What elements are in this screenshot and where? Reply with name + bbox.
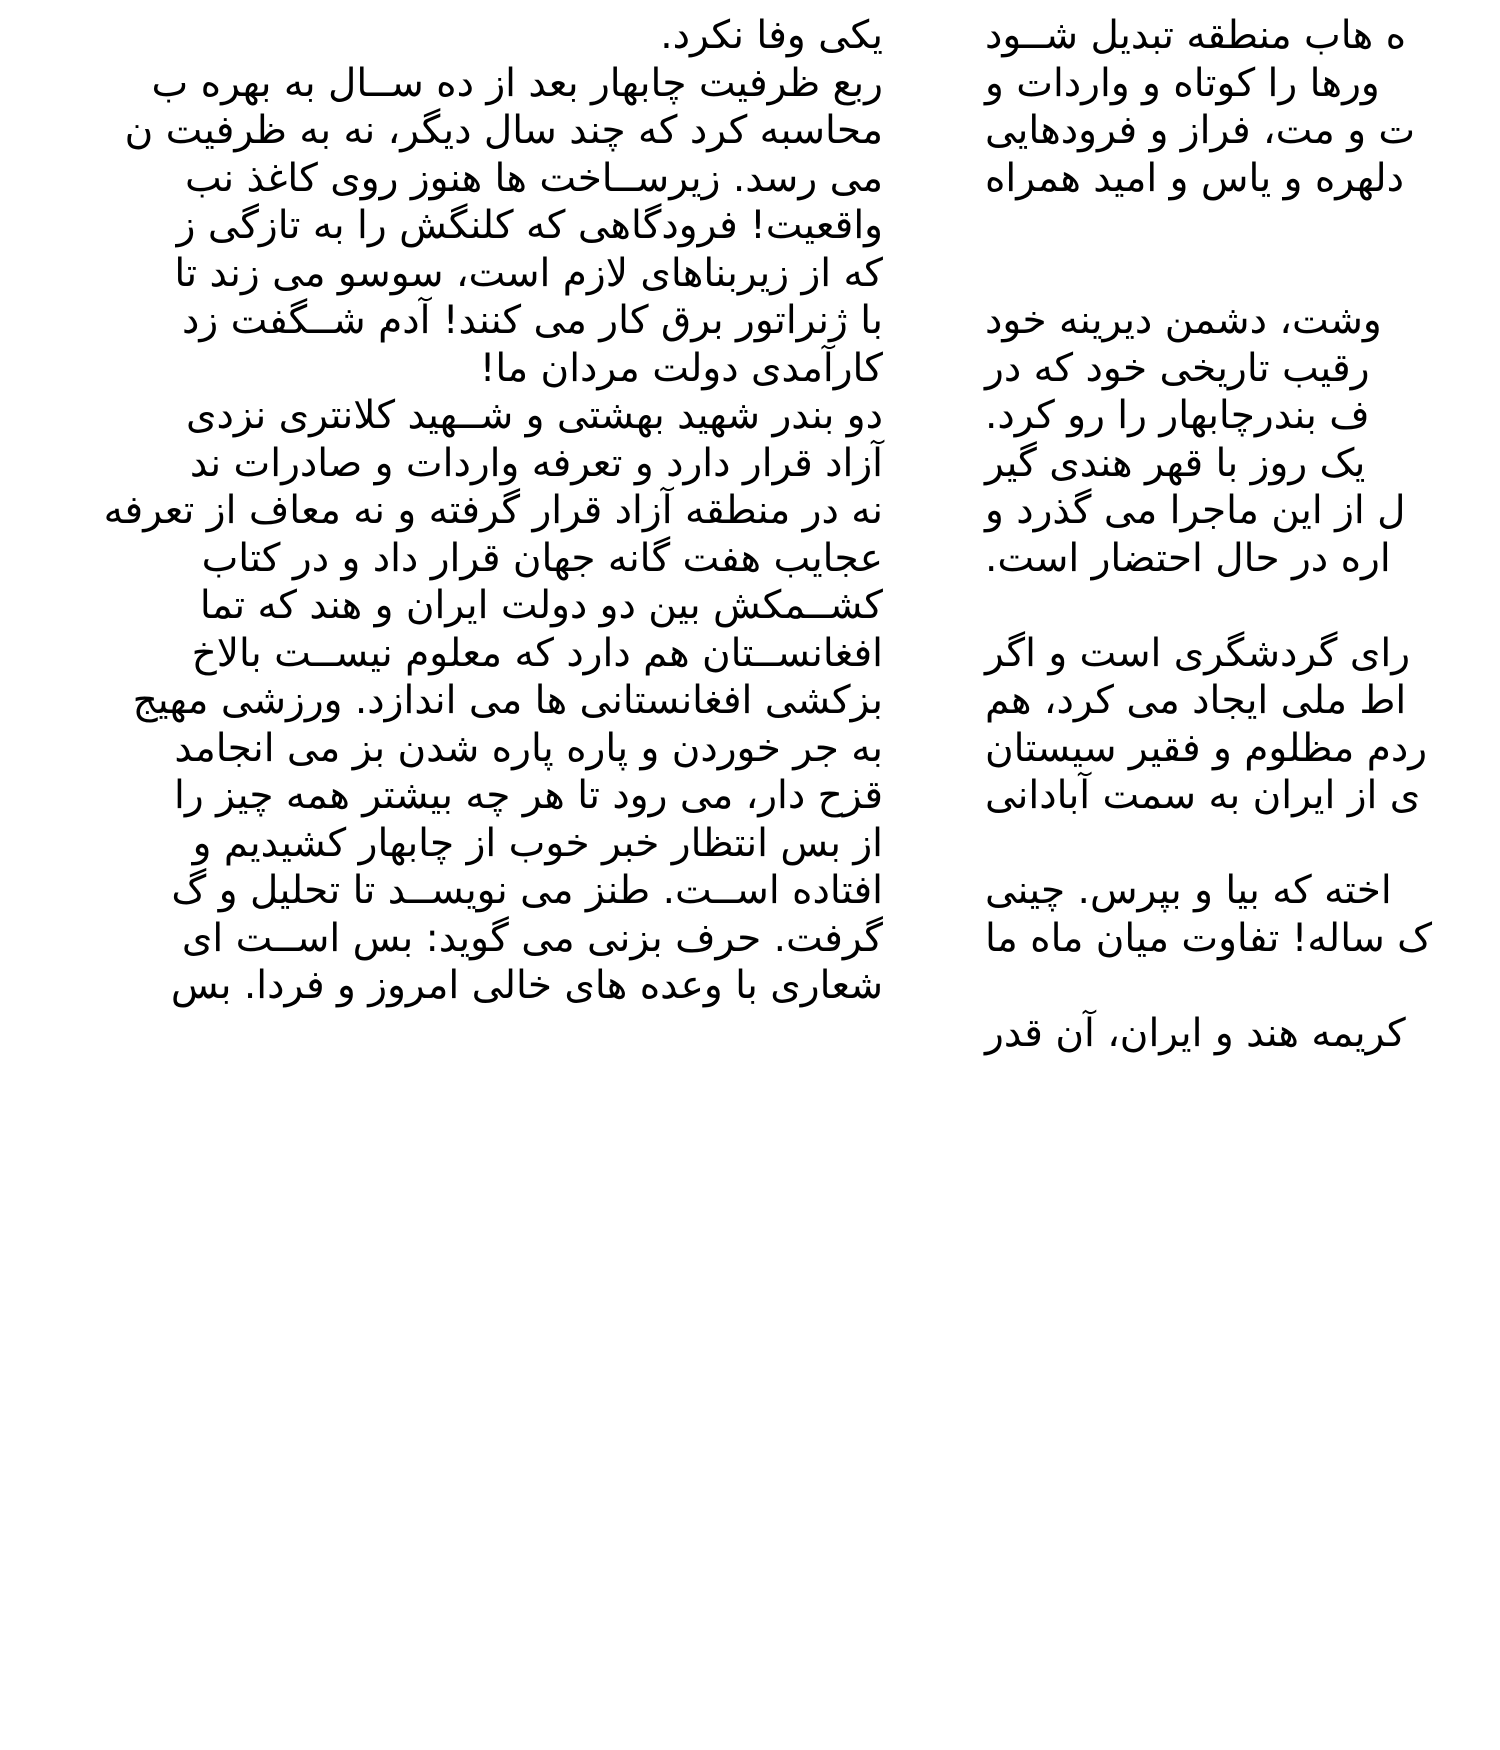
text-line: از بس انتظار خبر خوب از چابهار کشیدیم و (192, 820, 883, 866)
text-line: ف بندرچابهار را رو کرد. (985, 393, 1370, 438)
text-line: یکی وفا نکرد. (660, 13, 883, 58)
text-line: ربع ظرفیت چابهار بعد از ده ســال به بهره ب (151, 60, 883, 106)
text-line: بزکشی افغانستانی ها می اندازد. ورزشی مهیج (132, 678, 883, 723)
text-line: وشت، دشمن دیرینه خود (985, 298, 1382, 343)
text-line: کشــمکش بین دو دولت ایران و هند که تما (199, 583, 883, 628)
text-line: یک روز با قهر هندی گیر (985, 440, 1366, 486)
text-line: ک ساله! تفاوت میان ماه ما (985, 915, 1433, 961)
text-line: آزاد قرار دارد و تعرفه واردات و صادرات ند (189, 440, 883, 486)
right-text-column (985, 12, 1500, 1057)
text-line: رای گردشگری است و اگر (985, 630, 1411, 676)
text-line: اخته که بیا و بپرس. چینی (985, 868, 1392, 913)
text-line: ردم مظلوم و فقیر سیستان (985, 725, 1428, 771)
text-line: اره در حال احتضار است. (985, 535, 1391, 581)
text-line: محاسبه کرد که چند سال دیگر، نه به ظرفیت ن (124, 108, 883, 153)
text-line: شعاری با وعده های خالی امروز و فردا. بس (170, 963, 883, 1008)
blank-line (985, 202, 1500, 250)
text-line: نه در منطقه آزاد قرار گرفته و نه معاف از تعرفه (103, 488, 883, 533)
text-line: عجایب هفت گانه جهان قرار داد و در کتاب (201, 535, 883, 581)
text-line: افغانســتان هم دارد که معلوم نیســت بالاخ (191, 630, 883, 676)
text-line: واقعیت! فرودگاهی که کلنگش را به تازگی ز (176, 203, 883, 248)
blank-line (985, 820, 1500, 868)
text-line: می رسد. زیرســاخت ها هنوز روی کاغذ نب (184, 155, 883, 201)
text-line: ی از ایران به سمت آبادانی (985, 773, 1421, 818)
text-line: ورها را کوتاه و واردات و (985, 60, 1380, 106)
blank-line (985, 962, 1500, 1010)
text-line: اط ملی ایجاد می کرد، هم (985, 678, 1407, 723)
text-line: دلهره و یاس و امید همراه (985, 155, 1405, 201)
text-line: کریمه هند و ایران، آن قدر (985, 1010, 1406, 1056)
text-line: دو بندر شهید بهشتی و شــهید کلانتری نزدی (185, 393, 883, 438)
text-line: رقیب تاریخی خود که در (985, 345, 1370, 391)
blank-line (985, 582, 1500, 630)
text-line: که از زیربناهای لازم است، سوسو می زند تا (174, 250, 883, 296)
text-line: ه هاب منطقه تبدیل شــود (985, 13, 1407, 58)
text-line: ت و مت، فراز و فرودهایی (985, 108, 1416, 153)
text-line: قزح دار، می رود تا هر چه بیشتر همه چیز را (174, 773, 883, 818)
blank-line (985, 250, 1500, 298)
text-line: ل از این ماجرا می گذرد و (985, 488, 1406, 533)
text-line: با ژنراتور برق کار می کنند! آدم شــگفت زد (182, 298, 883, 343)
left-text-column (0, 12, 883, 1010)
text-line: گرفت. حرف بزنی می گوید: بس اســت ای (181, 915, 883, 961)
text-line: افتاده اســت. طنز می نویســد تا تحلیل و گ (171, 868, 883, 913)
text-line: به جر خوردن و پاره پاره شدن بز می انجامد (174, 725, 883, 771)
text-line: کارآمدی دولت مردان ما! (479, 345, 883, 391)
